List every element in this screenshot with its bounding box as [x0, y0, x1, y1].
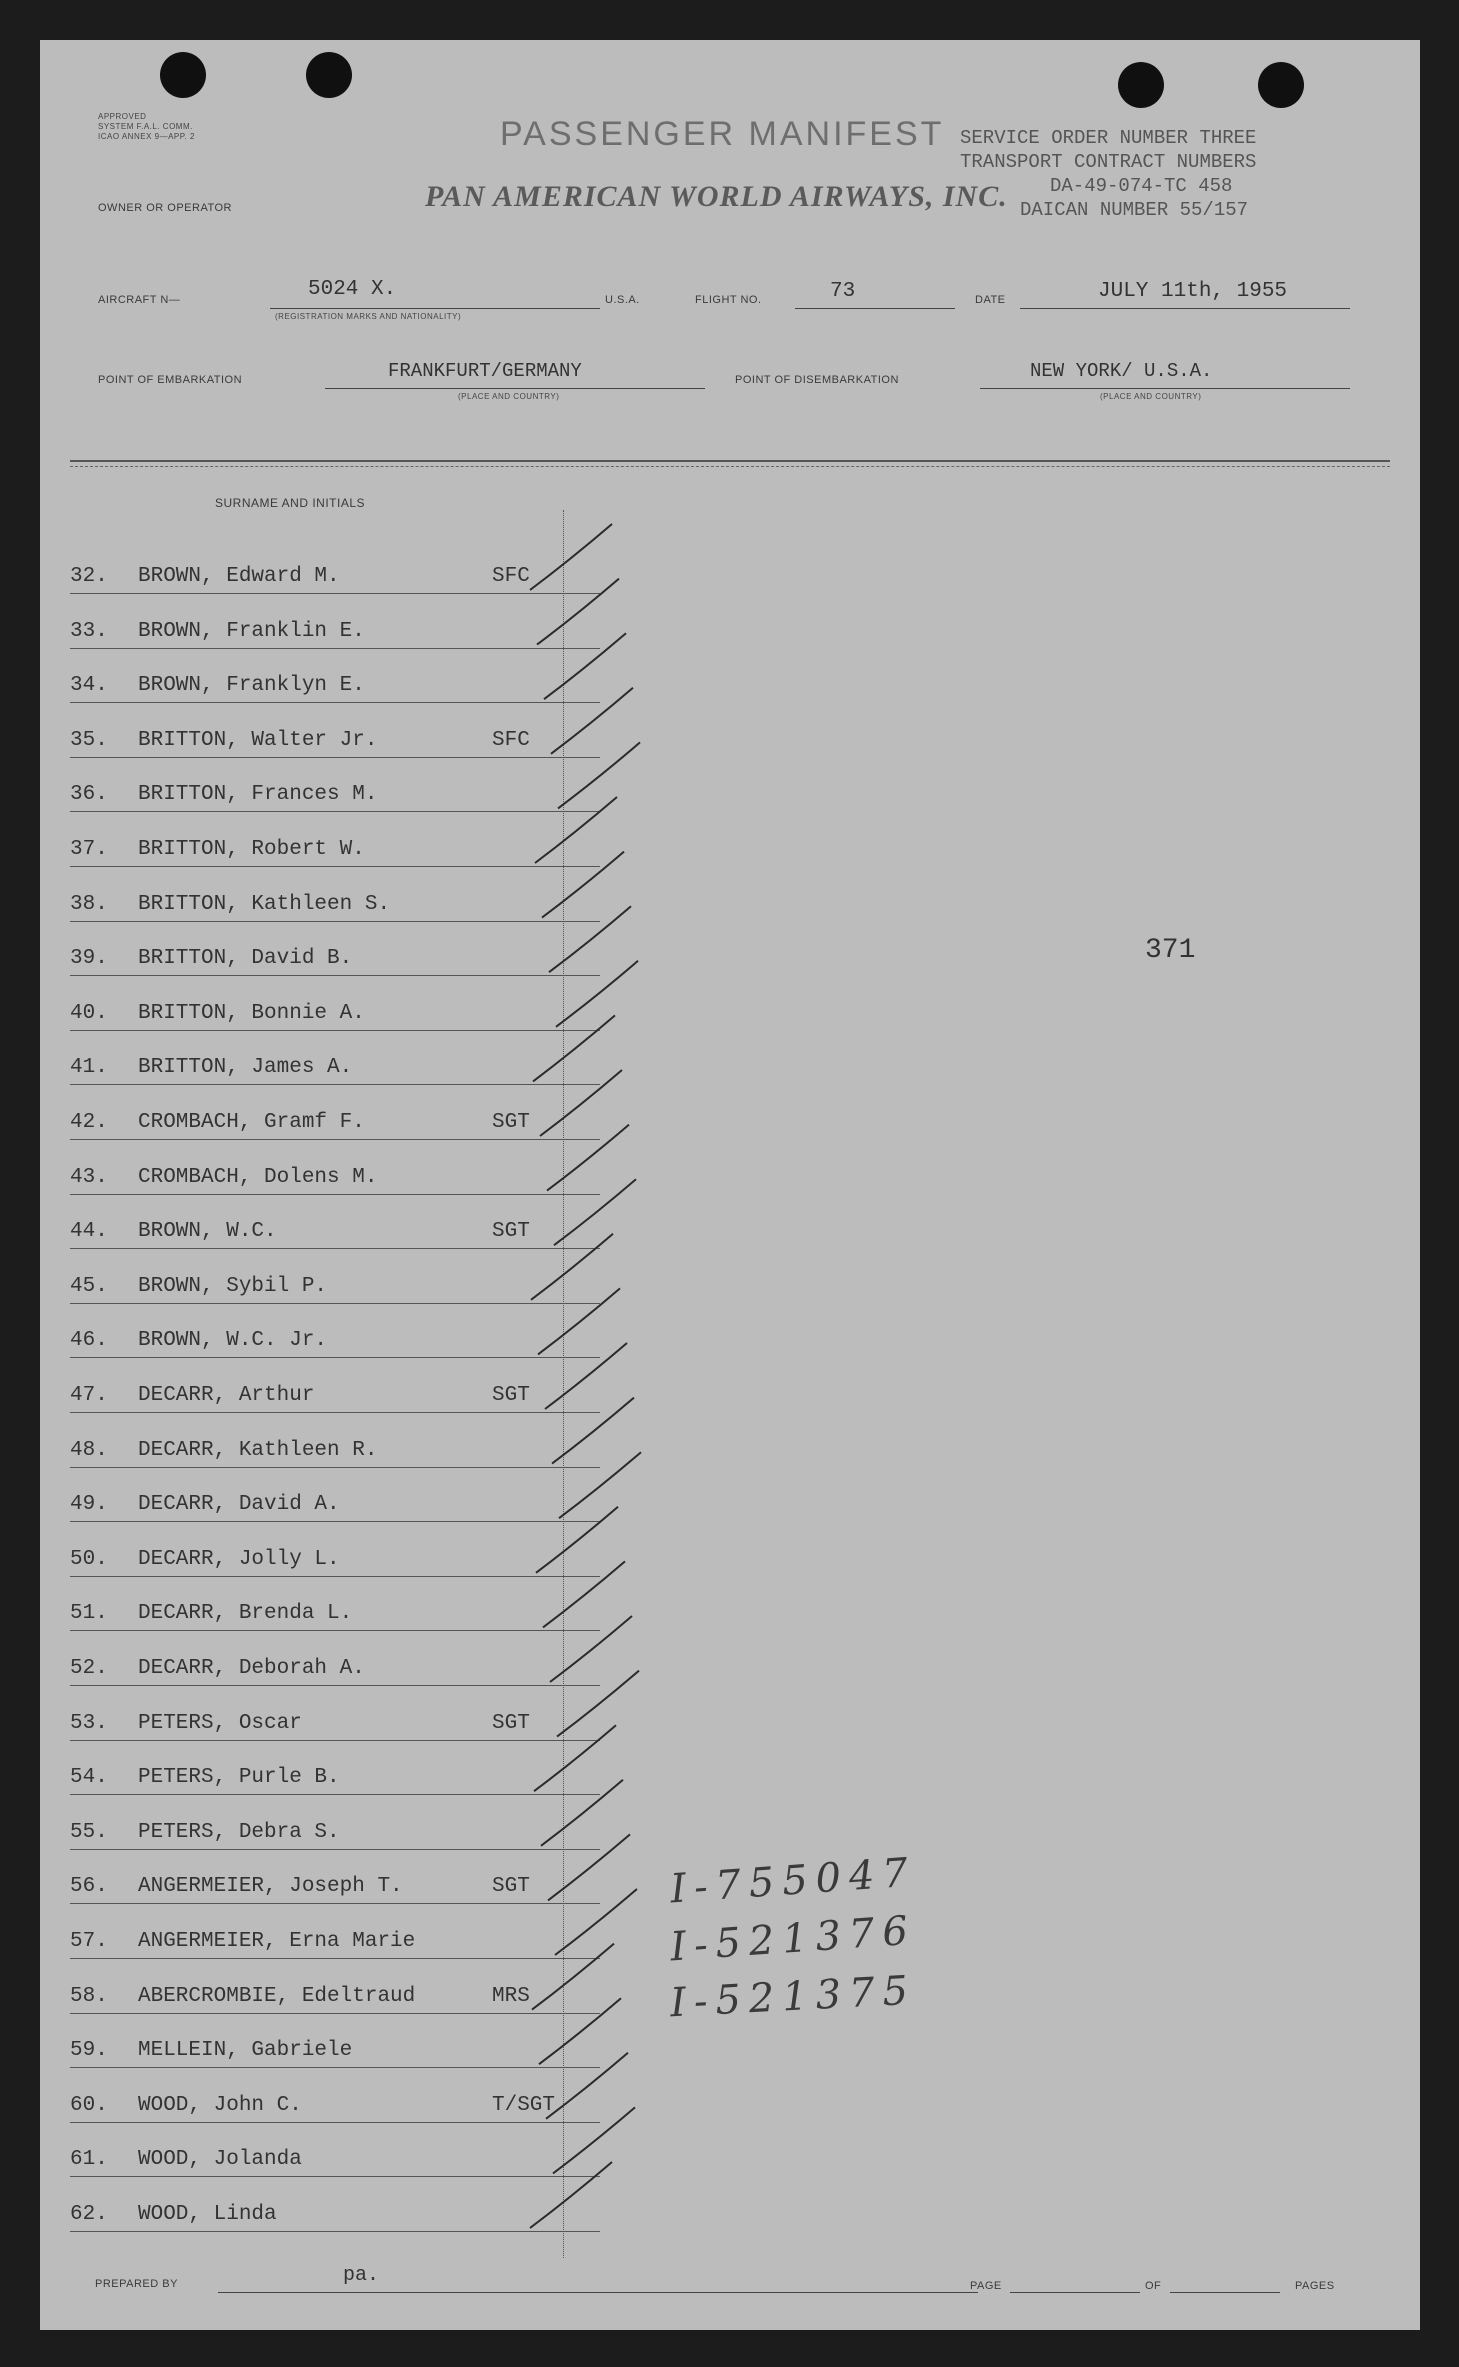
passenger-number: 39.	[70, 947, 108, 971]
passenger-name: DECARR, Kathleen R.	[138, 1438, 378, 1462]
of-line	[1170, 2292, 1280, 2293]
passenger-name: WOOD, Jolanda	[138, 2148, 302, 2172]
passenger-rank: SGT	[492, 1875, 530, 1899]
check-mark	[544, 633, 626, 699]
flight-value: 73	[830, 280, 856, 303]
approval-line: ICAO ANNEX 9—APP. 2	[98, 132, 195, 141]
passenger-rank: SFC	[492, 565, 530, 588]
passenger-name: BROWN, Sybil P.	[138, 1274, 328, 1298]
passenger-rank: T/SGT	[492, 2093, 556, 2117]
passenger-name: MELLEIN, Gabriele	[138, 2039, 353, 2063]
passenger-rank: SGT	[492, 1220, 530, 1244]
passenger-name: BRITTON, James A.	[138, 1056, 353, 1080]
passenger-number: 54.	[70, 1766, 108, 1790]
embark-value: FRANKFURT/GERMANY	[388, 360, 582, 382]
handwritten-number: I-521376	[668, 1907, 918, 1971]
passenger-number: 46.	[70, 1329, 108, 1353]
page-title: PASSENGER MANIFEST	[500, 115, 945, 153]
passenger-name: DECARR, Jolly L.	[138, 1547, 340, 1571]
check-mark	[549, 906, 631, 972]
passenger-number: 43.	[70, 1165, 108, 1189]
check-mark	[555, 1889, 637, 1955]
passenger-number: 62.	[70, 2203, 108, 2226]
disembark-sublabel: (PLACE AND COUNTRY)	[1100, 392, 1202, 401]
passenger-name: BROWN, Franklyn E.	[138, 674, 365, 698]
check-mark	[558, 742, 640, 808]
handwritten-number: I-755047	[668, 1849, 918, 1913]
passenger-name: CROMBACH, Gramf F.	[138, 1111, 365, 1134]
passenger-name: PETERS, Purle B.	[138, 1766, 340, 1790]
passenger-name: BRITTON, Walter Jr.	[138, 728, 378, 752]
check-mark	[553, 2107, 635, 2173]
passenger-name: BRITTON, David B.	[138, 947, 353, 971]
passenger-number: 58.	[70, 1984, 108, 2008]
check-mark	[547, 1125, 629, 1191]
check-mark	[541, 1780, 623, 1846]
passenger-number: 33.	[70, 619, 108, 643]
passenger-number: 45.	[70, 1274, 108, 1298]
page-stamp-number: 371	[1145, 935, 1196, 966]
check-mark	[533, 1015, 615, 1081]
owner-label: OWNER OR OPERATOR	[98, 202, 232, 214]
passenger-name: DECARR, Arthur	[138, 1384, 315, 1407]
check-mark	[554, 1179, 636, 1245]
passenger-number: 51.	[70, 1602, 108, 1626]
approval-line: SYSTEM F.A.L. COMM.	[98, 122, 193, 131]
check-mark	[536, 1507, 618, 1573]
passenger-rank: SFC	[492, 728, 530, 752]
passenger-name: BROWN, W.C.	[138, 1220, 277, 1244]
prepared-line	[218, 2292, 978, 2293]
passenger-name: BRITTON, Kathleen S.	[138, 892, 391, 916]
passenger-name: BRITTON, Frances M.	[138, 783, 378, 807]
daican-number: DAICAN NUMBER 55/157	[1020, 199, 1249, 221]
passenger-name: ABERCROMBIE, Edeltraud	[138, 1984, 416, 2008]
page-label: PAGE	[970, 2280, 1002, 2292]
prepared-value: pa.	[343, 2264, 380, 2287]
passenger-name: PETERS, Debra S.	[138, 1820, 340, 1844]
check-mark	[559, 1452, 641, 1518]
passenger-number: 57.	[70, 1930, 108, 1953]
passenger-number: 52.	[70, 1657, 108, 1680]
passenger-name: WOOD, Linda	[138, 2203, 277, 2226]
check-mark	[530, 2162, 612, 2228]
check-mark	[548, 1834, 630, 1900]
passenger-name: WOOD, John C.	[138, 2093, 302, 2117]
service-order-line: TRANSPORT CONTRACT NUMBERS	[960, 151, 1257, 173]
passenger-rank: MRS	[492, 1984, 530, 2008]
check-mark	[551, 688, 633, 754]
approval-line: APPROVED	[98, 112, 147, 121]
check-mark	[535, 797, 617, 863]
check-mark	[552, 1398, 634, 1464]
embark-label: POINT OF EMBARKATION	[98, 374, 243, 386]
passenger-name: DECARR, Deborah A.	[138, 1657, 365, 1680]
passenger-number: 55.	[70, 1820, 108, 1844]
check-mark	[532, 1944, 614, 2010]
page-line	[1010, 2292, 1140, 2293]
aircraft-sublabel: (REGISTRATION MARKS AND NATIONALITY)	[275, 312, 462, 321]
check-mark	[540, 1070, 622, 1136]
aircraft-label: AIRCRAFT N—	[98, 294, 181, 306]
service-order-line: SERVICE ORDER NUMBER THREE	[960, 127, 1257, 149]
passenger-number: 41.	[70, 1056, 108, 1080]
flight-label: FLIGHT NO.	[695, 294, 762, 306]
check-mark	[557, 1671, 639, 1737]
date-label: DATE	[975, 294, 1006, 306]
passenger-name: BROWN, Franklin E.	[138, 619, 365, 643]
passenger-rank: SGT	[492, 1111, 530, 1134]
passenger-name: BRITTON, Bonnie A.	[138, 1001, 365, 1025]
embark-sublabel: (PLACE AND COUNTRY)	[458, 392, 560, 401]
passenger-name: DECARR, Brenda L.	[138, 1602, 353, 1626]
check-mark	[537, 579, 619, 645]
passenger-number: 53.	[70, 1711, 108, 1735]
passenger-name: PETERS, Oscar	[138, 1711, 302, 1735]
disembark-label: POINT OF DISEMBARKATION	[735, 374, 899, 386]
passenger-number: 59.	[70, 2039, 108, 2063]
country-label: U.S.A.	[605, 294, 640, 306]
passenger-number: 47.	[70, 1384, 108, 1407]
passenger-number: 60.	[70, 2093, 108, 2117]
disembark-value: NEW YORK/ U.S.A.	[1030, 360, 1213, 382]
passenger-name: DECARR, David A.	[138, 1493, 340, 1517]
passenger-number: 40.	[70, 1001, 108, 1025]
check-mark	[543, 1561, 625, 1627]
column-header: SURNAME AND INITIALS	[215, 496, 366, 510]
check-mark	[550, 1616, 632, 1682]
date-value: JULY 11th, 1955	[1098, 280, 1288, 303]
passenger-name: BRITTON, Robert W.	[138, 838, 365, 861]
passenger-number: 37.	[70, 838, 108, 861]
passenger-number: 35.	[70, 728, 108, 752]
passenger-name: CROMBACH, Dolens M.	[138, 1165, 378, 1189]
aircraft-value: 5024 X.	[308, 278, 397, 301]
passenger-name: BROWN, Edward M.	[138, 565, 340, 588]
contract-number: DA-49-074-TC 458	[1050, 175, 1233, 197]
passenger-number: 49.	[70, 1493, 108, 1517]
manifest-page	[40, 40, 1420, 2330]
check-mark	[546, 2053, 628, 2119]
prepared-label: PREPARED BY	[95, 2278, 178, 2290]
check-mark	[539, 1998, 621, 2064]
handwritten-number: I-521375	[668, 1967, 918, 2027]
passenger-number: 61.	[70, 2148, 108, 2172]
passenger-number: 48.	[70, 1438, 108, 1462]
check-mark	[556, 961, 638, 1027]
pages-label: PAGES	[1295, 2280, 1335, 2292]
check-mark	[530, 524, 612, 590]
check-mark	[531, 1234, 613, 1300]
passenger-rank: SGT	[492, 1711, 530, 1735]
passenger-number: 36.	[70, 783, 108, 807]
check-mark	[545, 1343, 627, 1409]
passenger-number: 38.	[70, 892, 108, 916]
passenger-number: 34.	[70, 674, 108, 698]
passenger-number: 32.	[70, 565, 108, 588]
passenger-number: 50.	[70, 1547, 108, 1571]
passenger-number: 44.	[70, 1220, 108, 1244]
check-mark	[538, 1288, 620, 1354]
passenger-name: ANGERMEIER, Joseph T.	[138, 1875, 403, 1899]
passenger-name: BROWN, W.C. Jr.	[138, 1329, 328, 1353]
operator-stamp: PAN AMERICAN WORLD AIRWAYS, INC.	[425, 180, 1008, 213]
check-mark	[542, 852, 624, 918]
passenger-number: 42.	[70, 1111, 108, 1134]
of-label: OF	[1145, 2280, 1162, 2292]
passenger-number: 56.	[70, 1875, 108, 1899]
passenger-name: ANGERMEIER, Erna Marie	[138, 1930, 416, 1953]
check-mark	[534, 1725, 616, 1791]
passenger-rank: SGT	[492, 1384, 530, 1407]
